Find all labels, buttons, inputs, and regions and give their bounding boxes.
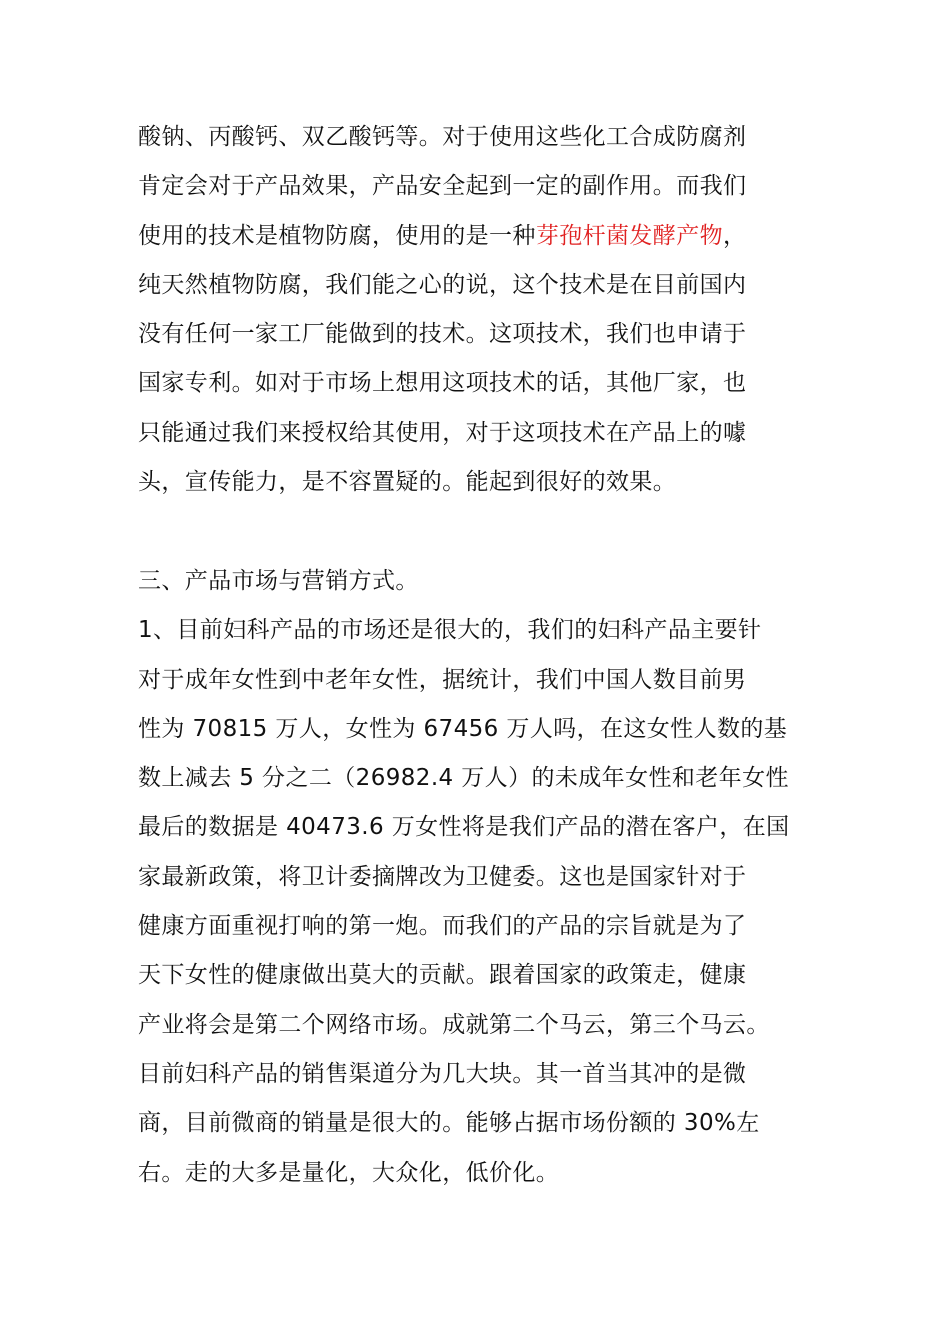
section-market-and-marketing bbox=[138, 557, 828, 1198]
text-line: 天下女性的健康做出莫大的贡献。跟着国家的政策走，健康 bbox=[138, 962, 747, 989]
section-heading: 三、产品市场与营销方式。 bbox=[138, 568, 419, 594]
text-line: 商，目前微商的销量是很大的。能够占据市场份额的 30%左 bbox=[138, 1110, 760, 1137]
text-line: 只能通过我们来授权给其使用，对于这项技术在产品上的噱 bbox=[138, 419, 747, 446]
text-line: 国家专利。如对于市场上想用这项技术的话，其他厂家，也 bbox=[138, 370, 747, 397]
paragraph-plant-preservation bbox=[138, 113, 828, 507]
text-line-with-highlight bbox=[138, 212, 828, 261]
text-line: 纯天然植物防腐，我们能之心的说，这个技术是在目前国内 bbox=[138, 271, 747, 298]
text-line: 性为 70815 万人，女性为 67456 万人吗，在这女性人数的基 bbox=[138, 715, 788, 742]
text-segment: 使用的技术是植物防腐，使用的是一种 bbox=[138, 222, 536, 249]
text-line: 右。走的大多是量化，大众化，低价化。 bbox=[138, 1159, 560, 1186]
text-line: 酸钠、丙酸钙、双乙酸钙等。对于使用这些化工合成防腐剂 bbox=[138, 124, 747, 150]
text-line: 最后的数据是 40473.6 万女性将是我们产品的潜在客户，在国 bbox=[138, 814, 790, 841]
text-line: 健康方面重视打响的第一炮。而我们的产品的宗旨就是为了 bbox=[138, 913, 747, 940]
text-line: 家最新政策，将卫计委摘牌改为卫健委。这也是国家针对于 bbox=[138, 863, 747, 890]
text-line: 没有任何一家工厂能做到的技术。这项技术，我们也申请于 bbox=[138, 321, 747, 348]
text-segment: ， bbox=[723, 222, 747, 249]
text-line: 1、目前妇科产品的市场还是很大的，我们的妇科产品主要针 bbox=[138, 617, 762, 644]
text-line: 产业将会是第二个网络市场。成就第二个马云，第三个马云。 bbox=[138, 1011, 770, 1038]
text-line: 对于成年女性到中老年女性，据统计，我们中国人数目前男 bbox=[138, 666, 747, 693]
text-line: 肯定会对于产品效果，产品安全起到一定的副作用。而我们 bbox=[138, 173, 747, 200]
highlighted-term: 芽孢杆菌发酵产物 bbox=[535, 222, 724, 249]
text-line: 头，宣传能力，是不容置疑的。能起到很好的效果。 bbox=[138, 469, 677, 496]
text-line: 数上减去 5 分之二（26982.4 万人）的未成年女性和老年女性 bbox=[138, 765, 789, 792]
text-line: 目前妇科产品的销售渠道分为几大块。其一首当其冲的是微 bbox=[138, 1060, 747, 1087]
